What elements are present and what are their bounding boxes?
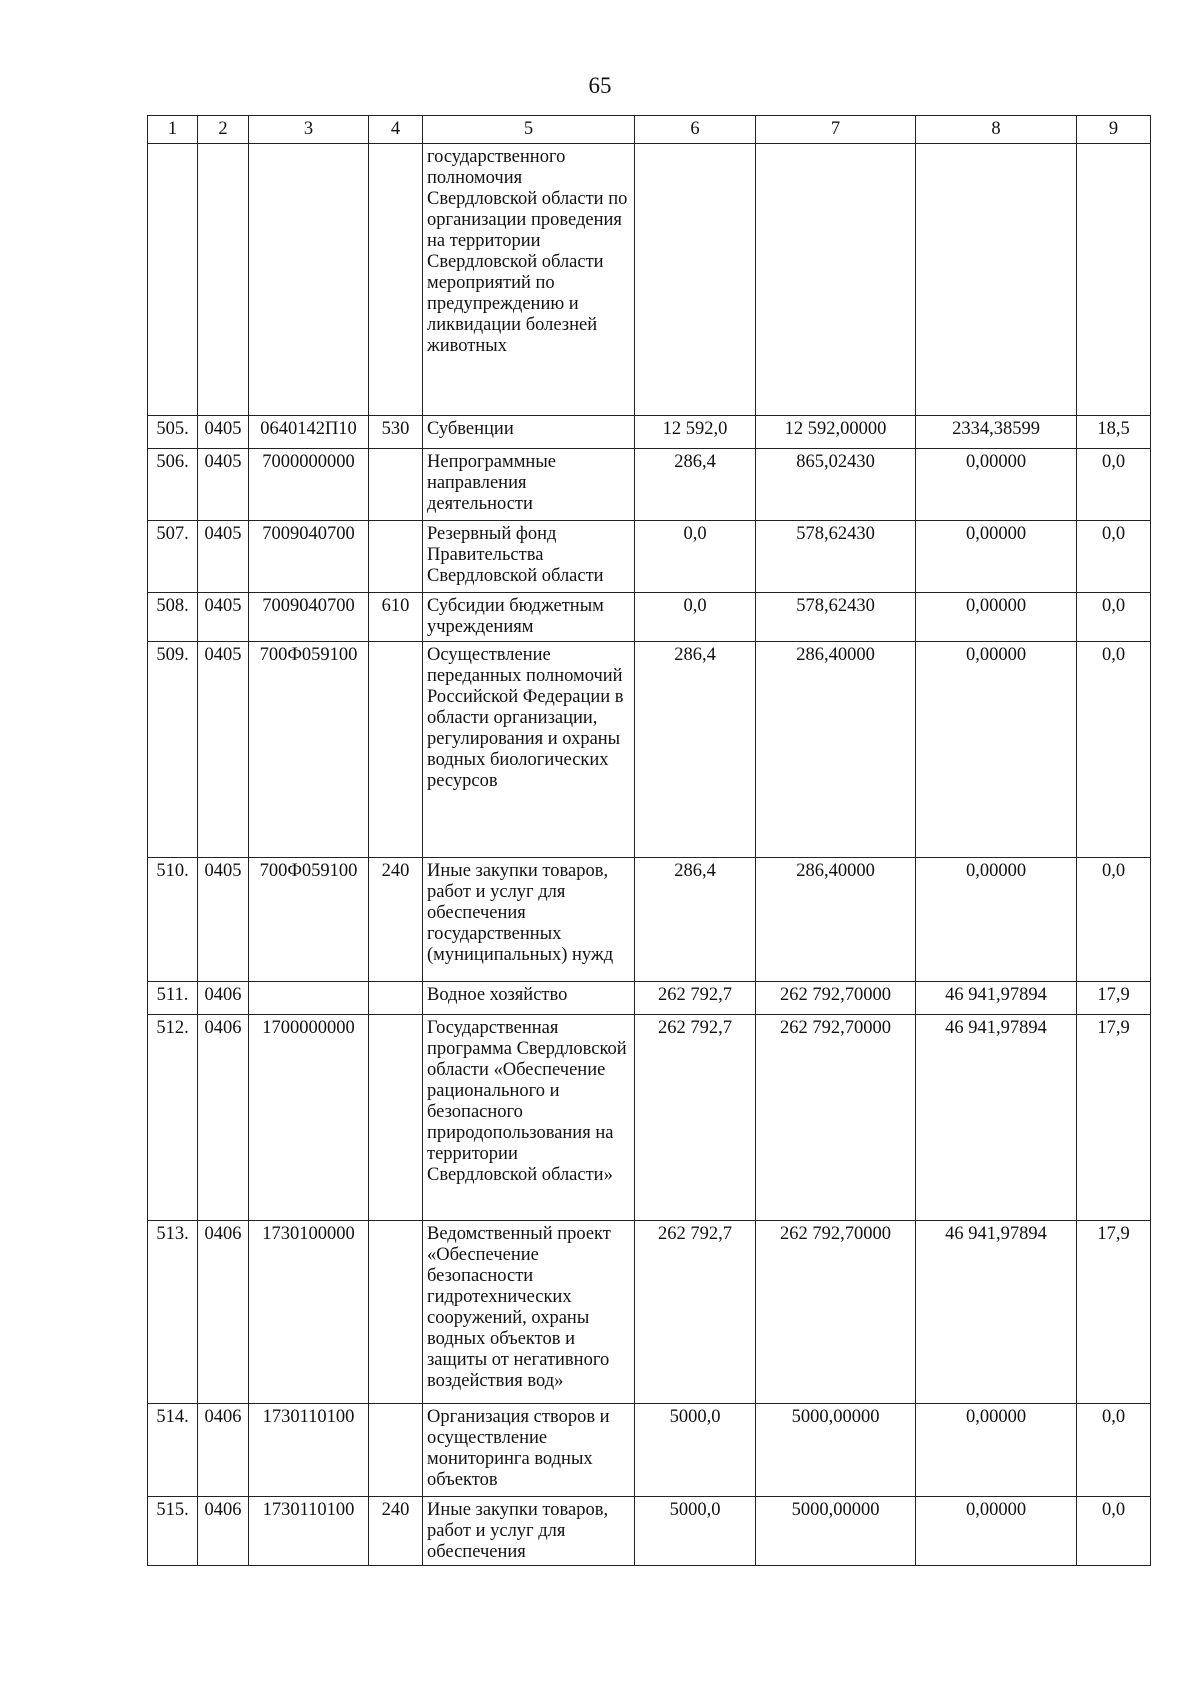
cell-name: Осуществление переданных полномочий Российской Федерации в области организации, регулирования и охраны водных биологических ресурсов <box>423 642 635 858</box>
cell-col-9: 17,9 <box>1077 1015 1151 1221</box>
table-row <box>148 521 1151 593</box>
cell-expense-type <box>369 449 423 521</box>
page-number: 65 <box>588 73 612 98</box>
cell-col-6: 262 792,7 <box>635 982 756 1015</box>
cell-name: Государственная программа Свердловской области «Обеспечение рационального и безопасного природопользования на территории Свердловской области» <box>423 1015 635 1221</box>
cell-section-code: 0405 <box>198 858 249 982</box>
cell-target-code <box>249 982 369 1015</box>
cell-name: Иные закупки товаров, работ и услуг для обеспечения государственных (муниципальных) нужд <box>423 858 635 982</box>
cell-col-7: 262 792,70000 <box>756 1221 916 1404</box>
cell-target-code: 1730110100 <box>249 1404 369 1497</box>
cell-col-7: 262 792,70000 <box>756 982 916 1015</box>
cell-col-7 <box>756 144 916 416</box>
table-row <box>148 982 1151 1015</box>
cell-col-9: 17,9 <box>1077 1221 1151 1404</box>
cell-col-9 <box>1077 144 1151 416</box>
cell-row-number <box>148 144 198 416</box>
cell-name: Иные закупки товаров, работ и услуг для обеспечения <box>423 1497 635 1566</box>
cell-row-number: 506. <box>148 449 198 521</box>
header-col-1: 1 <box>148 116 198 144</box>
cell-target-code: 1730110100 <box>249 1497 369 1566</box>
cell-col-6: 5000,0 <box>635 1404 756 1497</box>
cell-col-7: 578,62430 <box>756 521 916 593</box>
cell-col-9: 0,0 <box>1077 449 1151 521</box>
cell-col-7: 262 792,70000 <box>756 1015 916 1221</box>
cell-section-code: 0405 <box>198 449 249 521</box>
cell-name: Субсидии бюджетным учреждениям <box>423 593 635 642</box>
cell-col-6 <box>635 144 756 416</box>
cell-col-9: 0,0 <box>1077 858 1151 982</box>
cell-section-code: 0405 <box>198 642 249 858</box>
cell-col-6: 286,4 <box>635 642 756 858</box>
cell-col-8: 46 941,97894 <box>916 982 1077 1015</box>
header-col-3: 3 <box>249 116 369 144</box>
cell-target-code: 700Ф059100 <box>249 642 369 858</box>
cell-col-8: 0,00000 <box>916 593 1077 642</box>
cell-col-8 <box>916 144 1077 416</box>
header-col-5: 5 <box>423 116 635 144</box>
cell-section-code: 0406 <box>198 1497 249 1566</box>
cell-col-9: 17,9 <box>1077 982 1151 1015</box>
cell-section-code: 0406 <box>198 982 249 1015</box>
cell-col-8: 2334,38599 <box>916 416 1077 449</box>
cell-target-code: 1730100000 <box>249 1221 369 1404</box>
table-row <box>148 1404 1151 1497</box>
cell-col-7: 12 592,00000 <box>756 416 916 449</box>
table-row <box>148 642 1151 858</box>
cell-target-code <box>249 144 369 416</box>
cell-row-number: 510. <box>148 858 198 982</box>
header-col-8: 8 <box>916 116 1077 144</box>
cell-name: Непрограммные направления деятельности <box>423 449 635 521</box>
header-col-9: 9 <box>1077 116 1151 144</box>
cell-name: Резервный фонд Правительства Свердловской области <box>423 521 635 593</box>
cell-expense-type: 240 <box>369 858 423 982</box>
cell-section-code: 0405 <box>198 521 249 593</box>
table-header-row <box>148 116 1151 144</box>
cell-section-code: 0406 <box>198 1221 249 1404</box>
cell-col-6: 286,4 <box>635 449 756 521</box>
cell-target-code: 700Ф059100 <box>249 858 369 982</box>
cell-col-9: 0,0 <box>1077 642 1151 858</box>
header-col-7: 7 <box>756 116 916 144</box>
cell-col-9: 0,0 <box>1077 521 1151 593</box>
table-row <box>148 416 1151 449</box>
table-row <box>148 1221 1151 1404</box>
cell-name: государственного полномочия Свердловской области по организации проведения на территории Свердловской области мероприятий по предупреждению и ликвидации болезней животных <box>423 144 635 416</box>
table-row <box>148 449 1151 521</box>
cell-col-9: 0,0 <box>1077 593 1151 642</box>
header-col-2: 2 <box>198 116 249 144</box>
cell-col-7: 5000,00000 <box>756 1497 916 1566</box>
cell-col-9: 18,5 <box>1077 416 1151 449</box>
cell-col-6: 5000,0 <box>635 1497 756 1566</box>
cell-row-number: 515. <box>148 1497 198 1566</box>
table-row <box>148 144 1151 416</box>
cell-col-8: 46 941,97894 <box>916 1015 1077 1221</box>
cell-col-6: 286,4 <box>635 858 756 982</box>
cell-col-6: 262 792,7 <box>635 1221 756 1404</box>
cell-expense-type <box>369 144 423 416</box>
cell-target-code: 7009040700 <box>249 521 369 593</box>
cell-row-number: 511. <box>148 982 198 1015</box>
cell-name: Субвенции <box>423 416 635 449</box>
cell-row-number: 514. <box>148 1404 198 1497</box>
cell-expense-type <box>369 982 423 1015</box>
cell-name: Организация створов и осуществление мониторинга водных объектов <box>423 1404 635 1497</box>
cell-section-code: 0406 <box>198 1015 249 1221</box>
cell-col-7: 5000,00000 <box>756 1404 916 1497</box>
cell-target-code: 7009040700 <box>249 593 369 642</box>
cell-col-7: 286,40000 <box>756 642 916 858</box>
table-row <box>148 1497 1151 1566</box>
budget-table <box>147 115 1151 1566</box>
table-row <box>148 593 1151 642</box>
table-row <box>148 858 1151 982</box>
cell-col-6: 0,0 <box>635 593 756 642</box>
cell-col-8: 0,00000 <box>916 858 1077 982</box>
cell-col-7: 286,40000 <box>756 858 916 982</box>
cell-col-9: 0,0 <box>1077 1404 1151 1497</box>
cell-col-6: 262 792,7 <box>635 1015 756 1221</box>
cell-col-8: 46 941,97894 <box>916 1221 1077 1404</box>
cell-col-6: 0,0 <box>635 521 756 593</box>
cell-expense-type <box>369 1015 423 1221</box>
cell-row-number: 509. <box>148 642 198 858</box>
cell-section-code: 0405 <box>198 416 249 449</box>
cell-row-number: 505. <box>148 416 198 449</box>
cell-col-9: 0,0 <box>1077 1497 1151 1566</box>
cell-expense-type <box>369 1404 423 1497</box>
cell-col-8: 0,00000 <box>916 1404 1077 1497</box>
cell-target-code: 7000000000 <box>249 449 369 521</box>
cell-target-code: 0640142П10 <box>249 416 369 449</box>
cell-section-code: 0406 <box>198 1404 249 1497</box>
cell-row-number: 512. <box>148 1015 198 1221</box>
cell-col-8: 0,00000 <box>916 449 1077 521</box>
cell-col-7: 578,62430 <box>756 593 916 642</box>
table-row <box>148 1015 1151 1221</box>
cell-expense-type: 610 <box>369 593 423 642</box>
cell-expense-type: 240 <box>369 1497 423 1566</box>
cell-col-8: 0,00000 <box>916 521 1077 593</box>
header-col-6: 6 <box>635 116 756 144</box>
cell-col-7: 865,02430 <box>756 449 916 521</box>
cell-col-8: 0,00000 <box>916 642 1077 858</box>
cell-section-code: 0405 <box>198 593 249 642</box>
cell-name: Ведомственный проект «Обеспечение безопасности гидротехнических сооружений, охраны водных объектов и защиты от негативного воздействия вод» <box>423 1221 635 1404</box>
cell-section-code <box>198 144 249 416</box>
cell-row-number: 513. <box>148 1221 198 1404</box>
cell-col-8: 0,00000 <box>916 1497 1077 1566</box>
cell-col-6: 12 592,0 <box>635 416 756 449</box>
cell-target-code: 1700000000 <box>249 1015 369 1221</box>
header-col-4: 4 <box>369 116 423 144</box>
cell-row-number: 507. <box>148 521 198 593</box>
cell-expense-type: 530 <box>369 416 423 449</box>
cell-expense-type <box>369 521 423 593</box>
cell-row-number: 508. <box>148 593 198 642</box>
cell-expense-type <box>369 1221 423 1404</box>
cell-name: Водное хозяйство <box>423 982 635 1015</box>
cell-expense-type <box>369 642 423 858</box>
